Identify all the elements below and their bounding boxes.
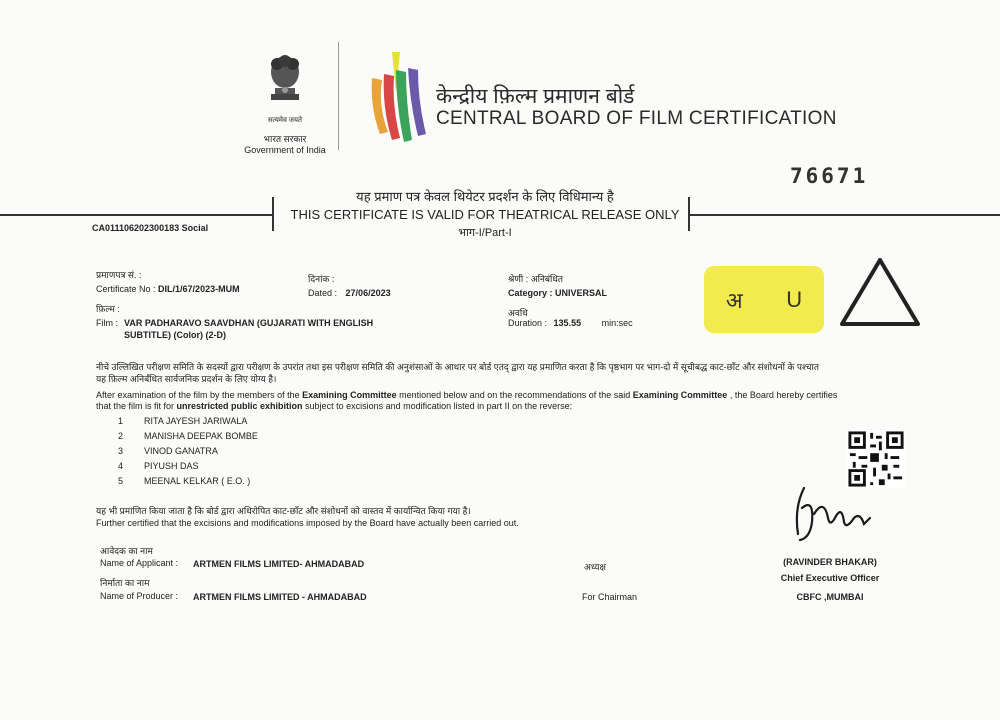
header-divider: [338, 42, 339, 150]
list-item: [118, 461, 258, 476]
film-hindi: फ़िल्म :: [96, 304, 120, 314]
govt-english: Government of India: [244, 145, 326, 155]
date-value: 27/06/2023: [345, 288, 391, 298]
signatory-name: (RAVINDER BHAKAR): [783, 557, 877, 567]
film-title-line1: VAR PADHARAVO SAAVDHAN (GUJARATI WITH ENGLISH: [124, 318, 374, 328]
body-en1-d: Examining Committee: [632, 390, 728, 400]
duration-row: [508, 318, 633, 328]
validity-hindi: यह प्रमाण पत्र केवल थियेटर प्रदर्शन के लिए विधिमान्य है: [356, 189, 614, 204]
list-item: [118, 431, 258, 446]
producer-label: Name of Producer :: [100, 591, 179, 601]
body-en1-a: After examination of the film by the members of the: [96, 390, 303, 400]
cert-no-hindi: प्रमाणपत्र सं. :: [96, 270, 142, 280]
list-item: [118, 476, 258, 491]
validity-part: भाग-I/Part-I: [458, 227, 512, 239]
serial-number: 76671: [790, 164, 869, 188]
emblem-motto: सत्यमेव जयते: [267, 117, 303, 124]
further-hindi: यह भी प्रमाणित किया जाता है कि बोर्ड द्वारा अधिरोपित काट-छाँट और संशोधनों को वास्तव में कार्यान्वित किया गया है।: [96, 506, 471, 516]
body-english-2: [96, 401, 572, 411]
member-name: MANISHA DEEPAK BOMBE: [144, 431, 258, 441]
board-name-english: CENTRAL BOARD OF FILM CERTIFICATION: [436, 108, 837, 129]
film-label: Film :: [96, 318, 118, 328]
list-item: [118, 446, 258, 461]
category-hindi: श्रेणी : अनिबंधित: [508, 274, 564, 284]
cert-no-label: Certificate No :: [96, 284, 156, 294]
body-en1-b: Examining Committee: [302, 390, 397, 400]
national-emblem-block: [240, 50, 330, 156]
govt-hindi: भारत सरकार: [263, 134, 307, 144]
producer-hindi: निर्माता का नाम: [100, 578, 150, 588]
duration-hindi: अवधि: [508, 308, 528, 318]
member-name: VINOD GANATRA: [144, 446, 218, 456]
reference-code: CA011106202300183 Social: [92, 223, 209, 233]
member-name: PIYUSH DAS: [144, 461, 199, 471]
body-en1-c: mentioned below and on the recommendations of the said: [396, 390, 633, 400]
member-name: MEENAL KELKAR ( E.O. ): [144, 476, 251, 486]
duration-unit: min:sec: [601, 318, 633, 328]
national-emblem-icon: [263, 50, 307, 110]
validity-english: THIS CERTIFICATE IS VALID FOR THEATRICAL RELEASE ONLY: [290, 207, 680, 222]
category-label: Category :: [508, 288, 553, 298]
list-item: [118, 416, 258, 431]
body-en1-e: , the Board hereby certifies: [727, 390, 838, 400]
cert-no-row: [96, 284, 240, 294]
applicant-hindi: आवेदक का नाम: [100, 546, 153, 556]
rating-english: U: [786, 286, 803, 312]
category-value: UNIVERSAL: [555, 288, 608, 298]
date-row: [308, 288, 391, 298]
chair-english: For Chairman: [582, 592, 638, 602]
producer-value: ARTMEN FILMS LIMITED - AHMADABAD: [193, 592, 367, 602]
rating-badge: [704, 266, 824, 333]
date-hindi: दिनांक :: [308, 274, 335, 284]
further-english: Further certified that the excisions and modifications imposed by the Board have actually been carried out.: [96, 518, 519, 528]
signatory-title: Chief Executive Officer: [780, 573, 880, 583]
left-rule-end: [272, 197, 274, 231]
member-number: 2: [118, 431, 124, 441]
film-title-line2: SUBTITLE) (Color) (2-D): [124, 330, 226, 340]
left-rule: [0, 214, 272, 216]
chair-hindi: अध्यक्ष: [584, 562, 606, 572]
body-en2-a: that the film is fit for: [96, 401, 177, 411]
duration-value: 135.55: [553, 318, 582, 328]
body-english-1: [96, 390, 906, 400]
member-number: 4: [118, 461, 124, 471]
body-hindi-2: यह फ़िल्म अनिर्बंधित सार्वजनिक प्रदर्शन के लिए योग्य है।: [96, 374, 277, 384]
validity-notice: [280, 188, 690, 242]
cbfc-logo-icon: [366, 48, 430, 146]
signatory-office: CBFC ,MUMBAI: [796, 592, 864, 602]
member-name: RITA JAYESH JARIWALA: [144, 416, 248, 426]
applicant-value: ARTMEN FILMS LIMITED- AHMADABAD: [193, 559, 365, 569]
rating-hindi: अ: [725, 287, 743, 313]
member-number: 1: [118, 416, 124, 426]
signature-icon: [784, 478, 880, 548]
right-rule: [690, 214, 1000, 216]
cert-no-value: DIL/1/67/2023-MUM: [158, 284, 240, 294]
applicant-label: Name of Applicant :: [100, 558, 179, 568]
triangle-icon: [838, 256, 922, 328]
body-en2-b: unrestricted public exhibition: [176, 401, 303, 411]
body-hindi-1: नीचे उल्लिखित परीक्षण समिति के सदस्यों द्वारा परीक्षण के उपरांत तथा इस परीक्षण समिति की अनुशंसाओं के आधार पर बोर्ड एतद् द्वारा यह प्रमाणित करता है कि पृष्ठभाग पर भाग-दो में सूचीबद्ध काट-छाँट और संशोधनों के पश्चात: [96, 362, 819, 372]
member-number: 5: [118, 476, 124, 486]
committee-members: [118, 416, 258, 491]
duration-label: Duration :: [508, 318, 548, 328]
board-name-hindi: केन्द्रीय फ़िल्म प्रमाणन बोर्ड: [436, 85, 635, 108]
date-label: Dated :: [308, 288, 338, 298]
member-number: 3: [118, 446, 124, 456]
category-row: [508, 288, 607, 298]
body-en2-c: subject to excisions and modification listed in part II on the reverse:: [302, 401, 573, 411]
